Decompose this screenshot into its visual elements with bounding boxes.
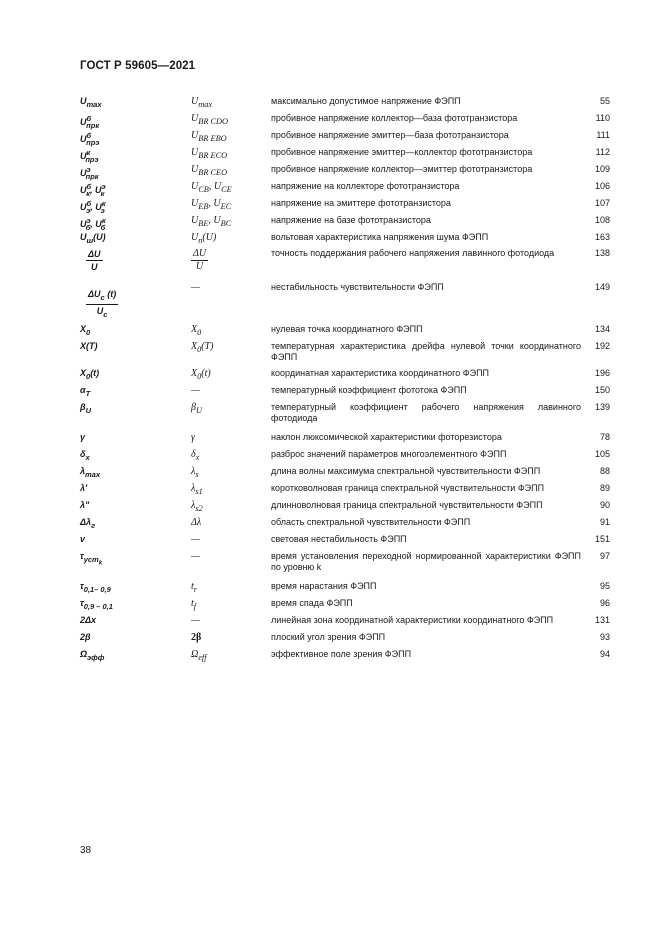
page-ref: 89 [599, 483, 610, 493]
symbol-alt: $X_0$ [191, 324, 202, 337]
page-ref: 196 [594, 368, 610, 378]
symbol-alt: $U_{CB}$, $U_{CE}$ [191, 181, 232, 194]
description: нулевая точка координатного ФЭПП [271, 324, 423, 334]
symbol-alt: $\Omega_{eff}$ [191, 649, 207, 662]
page-ref: 105 [594, 449, 610, 459]
table-row [80, 402, 610, 429]
symbol-alt: — [191, 551, 200, 562]
symbol-alt: 2β [191, 632, 202, 643]
table-row [80, 113, 610, 130]
table-row [80, 500, 610, 517]
description: координатная характеристика координатного ФЭПП [271, 368, 490, 378]
table-row [80, 649, 610, 666]
table-row [80, 581, 610, 598]
symbol: $\frac{\Delta U}{U}$ [88, 249, 101, 272]
page-ref: 134 [594, 324, 610, 334]
page-ref: 109 [594, 164, 610, 174]
symbol-alt: γ [191, 432, 195, 443]
page-ref: 138 [594, 248, 610, 258]
page-ref: 112 [595, 147, 610, 157]
page-ref: 151 [594, 534, 610, 544]
document-header: ГОСТ Р 59605—2021 [80, 60, 196, 72]
symbol-alt: $X_0(t)$ [191, 368, 211, 381]
symbol-alt: $\lambda_{s1}$ [191, 483, 203, 496]
symbol: $\tau_{0,9 - 0,1}$ [80, 598, 113, 611]
table-row [80, 449, 610, 466]
page-ref: 108 [594, 215, 610, 225]
symbol: $\Delta\lambda_г$ [80, 517, 96, 530]
symbol: $U^б_{прэ}$ [80, 131, 100, 147]
symbol-alt: $X_0(T)$ [191, 341, 214, 354]
page-ref: 110 [595, 113, 610, 123]
description: время установления переходной нормированной характеристики ФЭПП по уровню k [271, 551, 581, 572]
page-ref: 192 [594, 341, 610, 351]
table-row [80, 282, 610, 324]
symbol: $\delta_x$ [80, 449, 90, 462]
symbol-alt: $U_{BR EBO}$ [191, 130, 227, 143]
symbol-alt: $U_{BE}$, $U_{BC}$ [191, 215, 232, 228]
symbol: $U^б_э$, $U^к_э$ [80, 199, 106, 215]
table-row [80, 432, 610, 449]
page-ref: 88 [599, 466, 610, 476]
symbol-alt: $t_r$ [191, 581, 198, 594]
page-ref: 149 [594, 282, 610, 292]
table-row [80, 615, 610, 632]
table-row [80, 551, 610, 578]
symbol: 2β [80, 632, 91, 642]
description: время нарастания ФЭПП [271, 581, 377, 591]
page-ref: 78 [599, 432, 610, 442]
table-row [80, 147, 610, 164]
page-ref: 139 [594, 402, 610, 412]
symbol: X(T) [80, 341, 98, 351]
page-ref: 111 [596, 130, 610, 140]
description: температурный коэффициент рабочего напряжения лавинного фотодиода [271, 402, 581, 423]
symbol: λ" [80, 500, 90, 510]
table-row [80, 130, 610, 147]
symbol-alt: — [191, 282, 200, 293]
description: плоский угол зрения ФЭПП [271, 632, 386, 642]
symbol-alt: Δλ [191, 517, 202, 528]
symbol-alt: — [191, 385, 200, 396]
symbol-alt: $\lambda_s$ [191, 466, 199, 479]
symbol-alt: $U_{BR CDO}$ [191, 113, 229, 126]
page-ref: 150 [594, 385, 610, 395]
table-row [80, 534, 610, 551]
page-ref: 106 [594, 181, 610, 191]
symbol: $U_{max}$ [80, 96, 102, 109]
description: пробивное напряжение эмиттер—коллектор фототранзистора [271, 147, 533, 157]
description: длинноволновая граница спектральной чувствительности ФЭПП [271, 500, 543, 510]
description: длина волны максимума спектральной чувствительности ФЭПП [271, 466, 541, 476]
table-row [80, 198, 610, 215]
description: время спада ФЭПП [271, 598, 353, 608]
table-row [80, 96, 610, 113]
description: наклон люксомической характеристики фоторезистора [271, 432, 502, 442]
table-row [80, 164, 610, 181]
symbol: λ' [80, 483, 88, 493]
table-row [80, 385, 610, 402]
description: температурная характеристика дрейфа нулевой точки координатного ФЭПП [271, 341, 581, 362]
symbol: $\alpha_T$ [80, 385, 91, 398]
description: эффективное поле зрения ФЭПП [271, 649, 412, 659]
description: напряжение на коллекторе фототранзистора [271, 181, 460, 191]
page-ref: 91 [599, 517, 610, 527]
page-ref: 107 [594, 198, 610, 208]
symbol-alt: $\beta_U$ [191, 402, 202, 415]
symbol-alt: $U_{BR CEO}$ [191, 164, 228, 177]
page-ref: 97 [599, 551, 610, 561]
symbol: $U^б_к$, $U^э_к$ [80, 182, 106, 198]
table-row [80, 483, 610, 500]
table-row [80, 232, 610, 249]
page-ref: 55 [599, 96, 610, 106]
page-ref: 163 [594, 232, 610, 242]
description: пробивное напряжение коллектор—база фототранзистора [271, 113, 518, 123]
symbol: $\tau_{уст_k}$ [80, 551, 103, 567]
description: коротковолновая граница спектральной чувствительности ФЭПП [271, 483, 545, 493]
symbol: $X_0$ [80, 324, 91, 337]
table-row [80, 181, 610, 198]
symbol: $\lambda_{max}$ [80, 466, 101, 479]
symbol: $\Omega_{эфф}$ [80, 649, 105, 662]
description: пробивное напряжение коллектор—эмиттер фототранзистора [271, 164, 533, 174]
description: напряжение на базе фототранзистора [271, 215, 431, 225]
description: пробивное напряжение эмиттер—база фототранзистора [271, 130, 509, 140]
description: линейная зона координатной характеристики координатного ФЭПП [271, 615, 554, 625]
table-row [80, 598, 610, 615]
description: максимально допустимое напряжение ФЭПП [271, 96, 461, 106]
symbol-alt: $\frac{\Delta U}{U}$ [193, 248, 207, 272]
table-row [80, 324, 610, 341]
symbol: $\beta_U$ [80, 402, 92, 415]
description: световая нестабильность ФЭПП [271, 534, 407, 544]
description: область спектральной чувствительности ФЭПП [271, 517, 471, 527]
page-ref: 96 [599, 598, 610, 608]
description: разброс значений параметров многоэлементного ФЭПП [271, 449, 507, 459]
symbol: $U^к_{прэ}$ [80, 148, 99, 164]
symbol: 2Δx [80, 615, 97, 625]
page-ref: 90 [599, 500, 610, 510]
table-row [80, 368, 610, 385]
symbol-alt: $t_f$ [191, 598, 197, 611]
symbol-alt: — [191, 534, 200, 545]
symbol-alt: — [191, 615, 200, 626]
description: вольтовая характеристика напряжения шума ФЭПП [271, 232, 489, 242]
symbol: γ [80, 432, 86, 442]
table-row [80, 215, 610, 232]
symbol-alt: $U_{EB}$, $U_{EC}$ [191, 198, 232, 211]
table-row [80, 632, 610, 649]
symbol: $U^э_б$, $U^к_б$ [80, 216, 106, 232]
symbol: $X_0(t)$ [80, 368, 100, 381]
description: напряжение на эмиттере фототранзистора [271, 198, 451, 208]
table-row [80, 248, 610, 282]
symbol-alt: $U_{BR ECO}$ [191, 147, 228, 160]
description: точность поддержания рабочего напряжения лавинного фотодиода [271, 248, 555, 258]
page-number: 38 [80, 845, 92, 856]
symbol: $U^э_{прк}$ [80, 165, 99, 181]
symbol-alt: $\lambda_{s2}$ [191, 500, 203, 513]
table-row [80, 517, 610, 534]
table-row [80, 466, 610, 483]
table-row [80, 341, 610, 368]
symbol: v [80, 534, 86, 544]
symbol-alt: $\delta_x$ [191, 449, 200, 462]
page-ref: 94 [599, 649, 610, 659]
description: температурный коэффициент фототока ФЭПП [271, 385, 467, 395]
symbol: $\frac{\Delta U_c (t)}{U_c}$ [88, 289, 117, 319]
page-ref: 131 [594, 615, 610, 625]
symbol: $U^б_{прк}$ [80, 114, 100, 130]
symbol-alt: $U_n(U)$ [191, 232, 217, 245]
page-ref: 95 [599, 581, 610, 591]
page-ref: 93 [599, 632, 610, 642]
description: нестабильность чувствительности ФЭПП [271, 282, 444, 292]
symbol-alt: $U_{max}$ [191, 96, 213, 109]
symbol: $U_ш(U)$ [80, 232, 106, 245]
symbol: $\tau_{0,1- 0,9}$ [80, 581, 111, 594]
